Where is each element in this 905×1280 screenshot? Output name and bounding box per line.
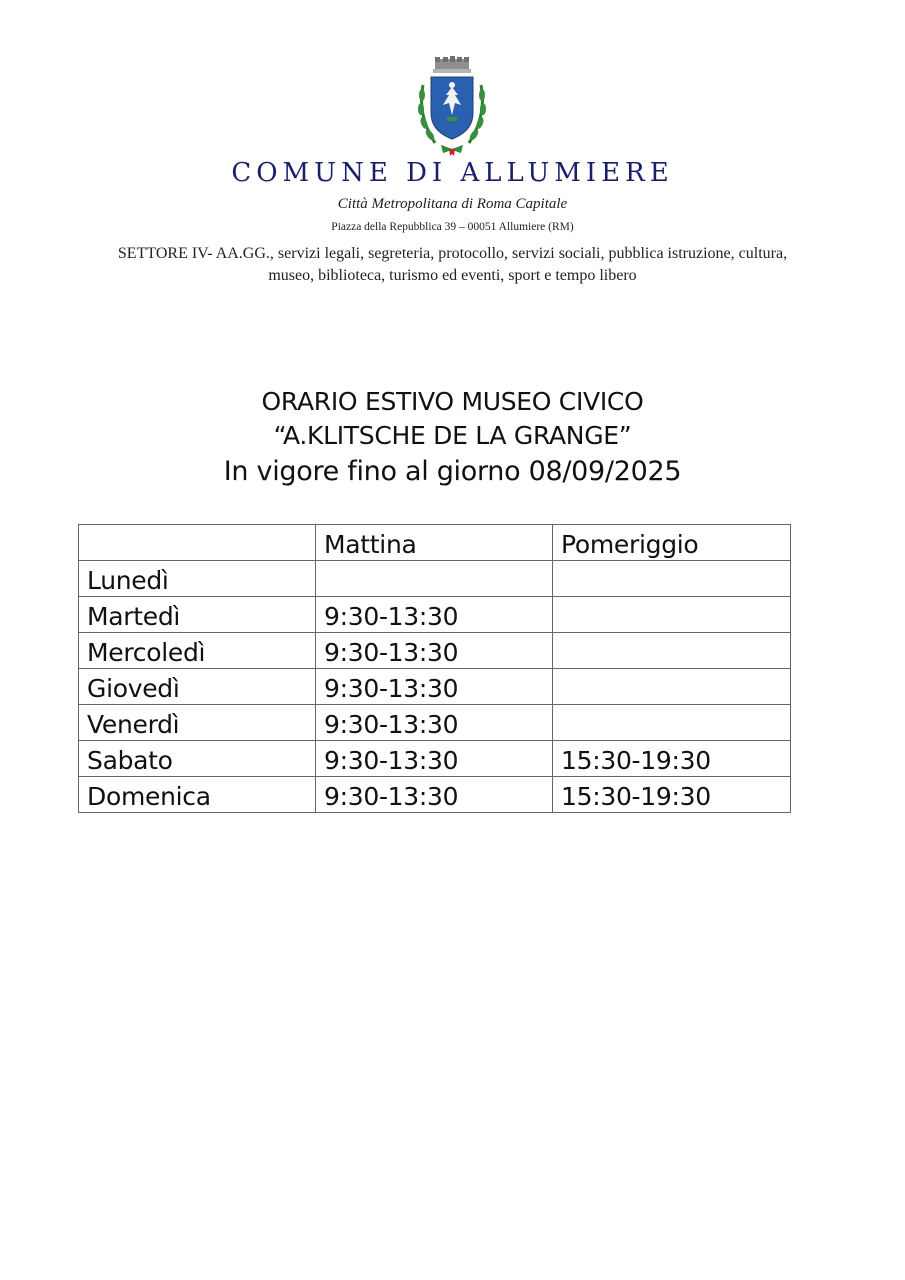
morning-cell: 9:30-13:30 xyxy=(316,777,553,813)
morning-cell xyxy=(316,561,553,597)
afternoon-cell xyxy=(553,669,791,705)
day-cell: Venerdì xyxy=(79,705,316,741)
day-cell: Mercoledì xyxy=(79,633,316,669)
morning-cell: 9:30-13:30 xyxy=(316,741,553,777)
metropolitan-city: Città Metropolitana di Roma Capitale xyxy=(337,196,568,212)
afternoon-cell xyxy=(553,597,791,633)
document-title xyxy=(0,385,905,491)
afternoon-cell: 15:30-19:30 xyxy=(553,741,791,777)
opening-hours-table xyxy=(78,524,791,813)
header-cell-empty xyxy=(79,525,316,561)
table-row xyxy=(79,705,791,741)
morning-cell: 9:30-13:30 xyxy=(316,669,553,705)
table-row xyxy=(79,561,791,597)
municipality-name: COMUNE DI ALLUMIERE xyxy=(231,158,674,188)
table-row xyxy=(79,669,791,705)
header-cell-morning: Mattina xyxy=(316,525,553,561)
day-cell: Lunedì xyxy=(79,561,316,597)
title-line-2: “A.KLITSCHE DE LA GRANGE” xyxy=(273,421,632,450)
table-row xyxy=(79,777,791,813)
day-cell: Domenica xyxy=(79,777,316,813)
table-row xyxy=(79,597,791,633)
afternoon-cell: 15:30-19:30 xyxy=(553,777,791,813)
afternoon-cell xyxy=(553,705,791,741)
table-row xyxy=(79,741,791,777)
address: Piazza della Repubblica 39 – 00051 Allumiere (RM) xyxy=(331,221,574,233)
afternoon-cell xyxy=(553,561,791,597)
afternoon-cell xyxy=(553,633,791,669)
coat-of-arms-icon xyxy=(413,55,491,160)
day-cell: Sabato xyxy=(79,741,316,777)
morning-cell: 9:30-13:30 xyxy=(316,633,553,669)
morning-cell: 9:30-13:30 xyxy=(316,705,553,741)
table-row xyxy=(79,633,791,669)
department-description: SETTORE IV- AA.GG., servizi legali, segreteria, protocollo, servizi sociali, pubblica istruzione, cultura, museo, biblioteca, turismo ed eventi, sport e tempo libero xyxy=(117,245,788,284)
day-cell: Giovedì xyxy=(79,669,316,705)
day-cell: Martedì xyxy=(79,597,316,633)
header-cell-afternoon: Pomeriggio xyxy=(553,525,791,561)
morning-cell: 9:30-13:30 xyxy=(316,597,553,633)
title-line-1: ORARIO ESTIVO MUSEO CIVICO xyxy=(261,387,644,416)
title-validity: In vigore fino al giorno 08/09/2025 xyxy=(223,456,682,487)
table-header-row xyxy=(79,525,791,561)
